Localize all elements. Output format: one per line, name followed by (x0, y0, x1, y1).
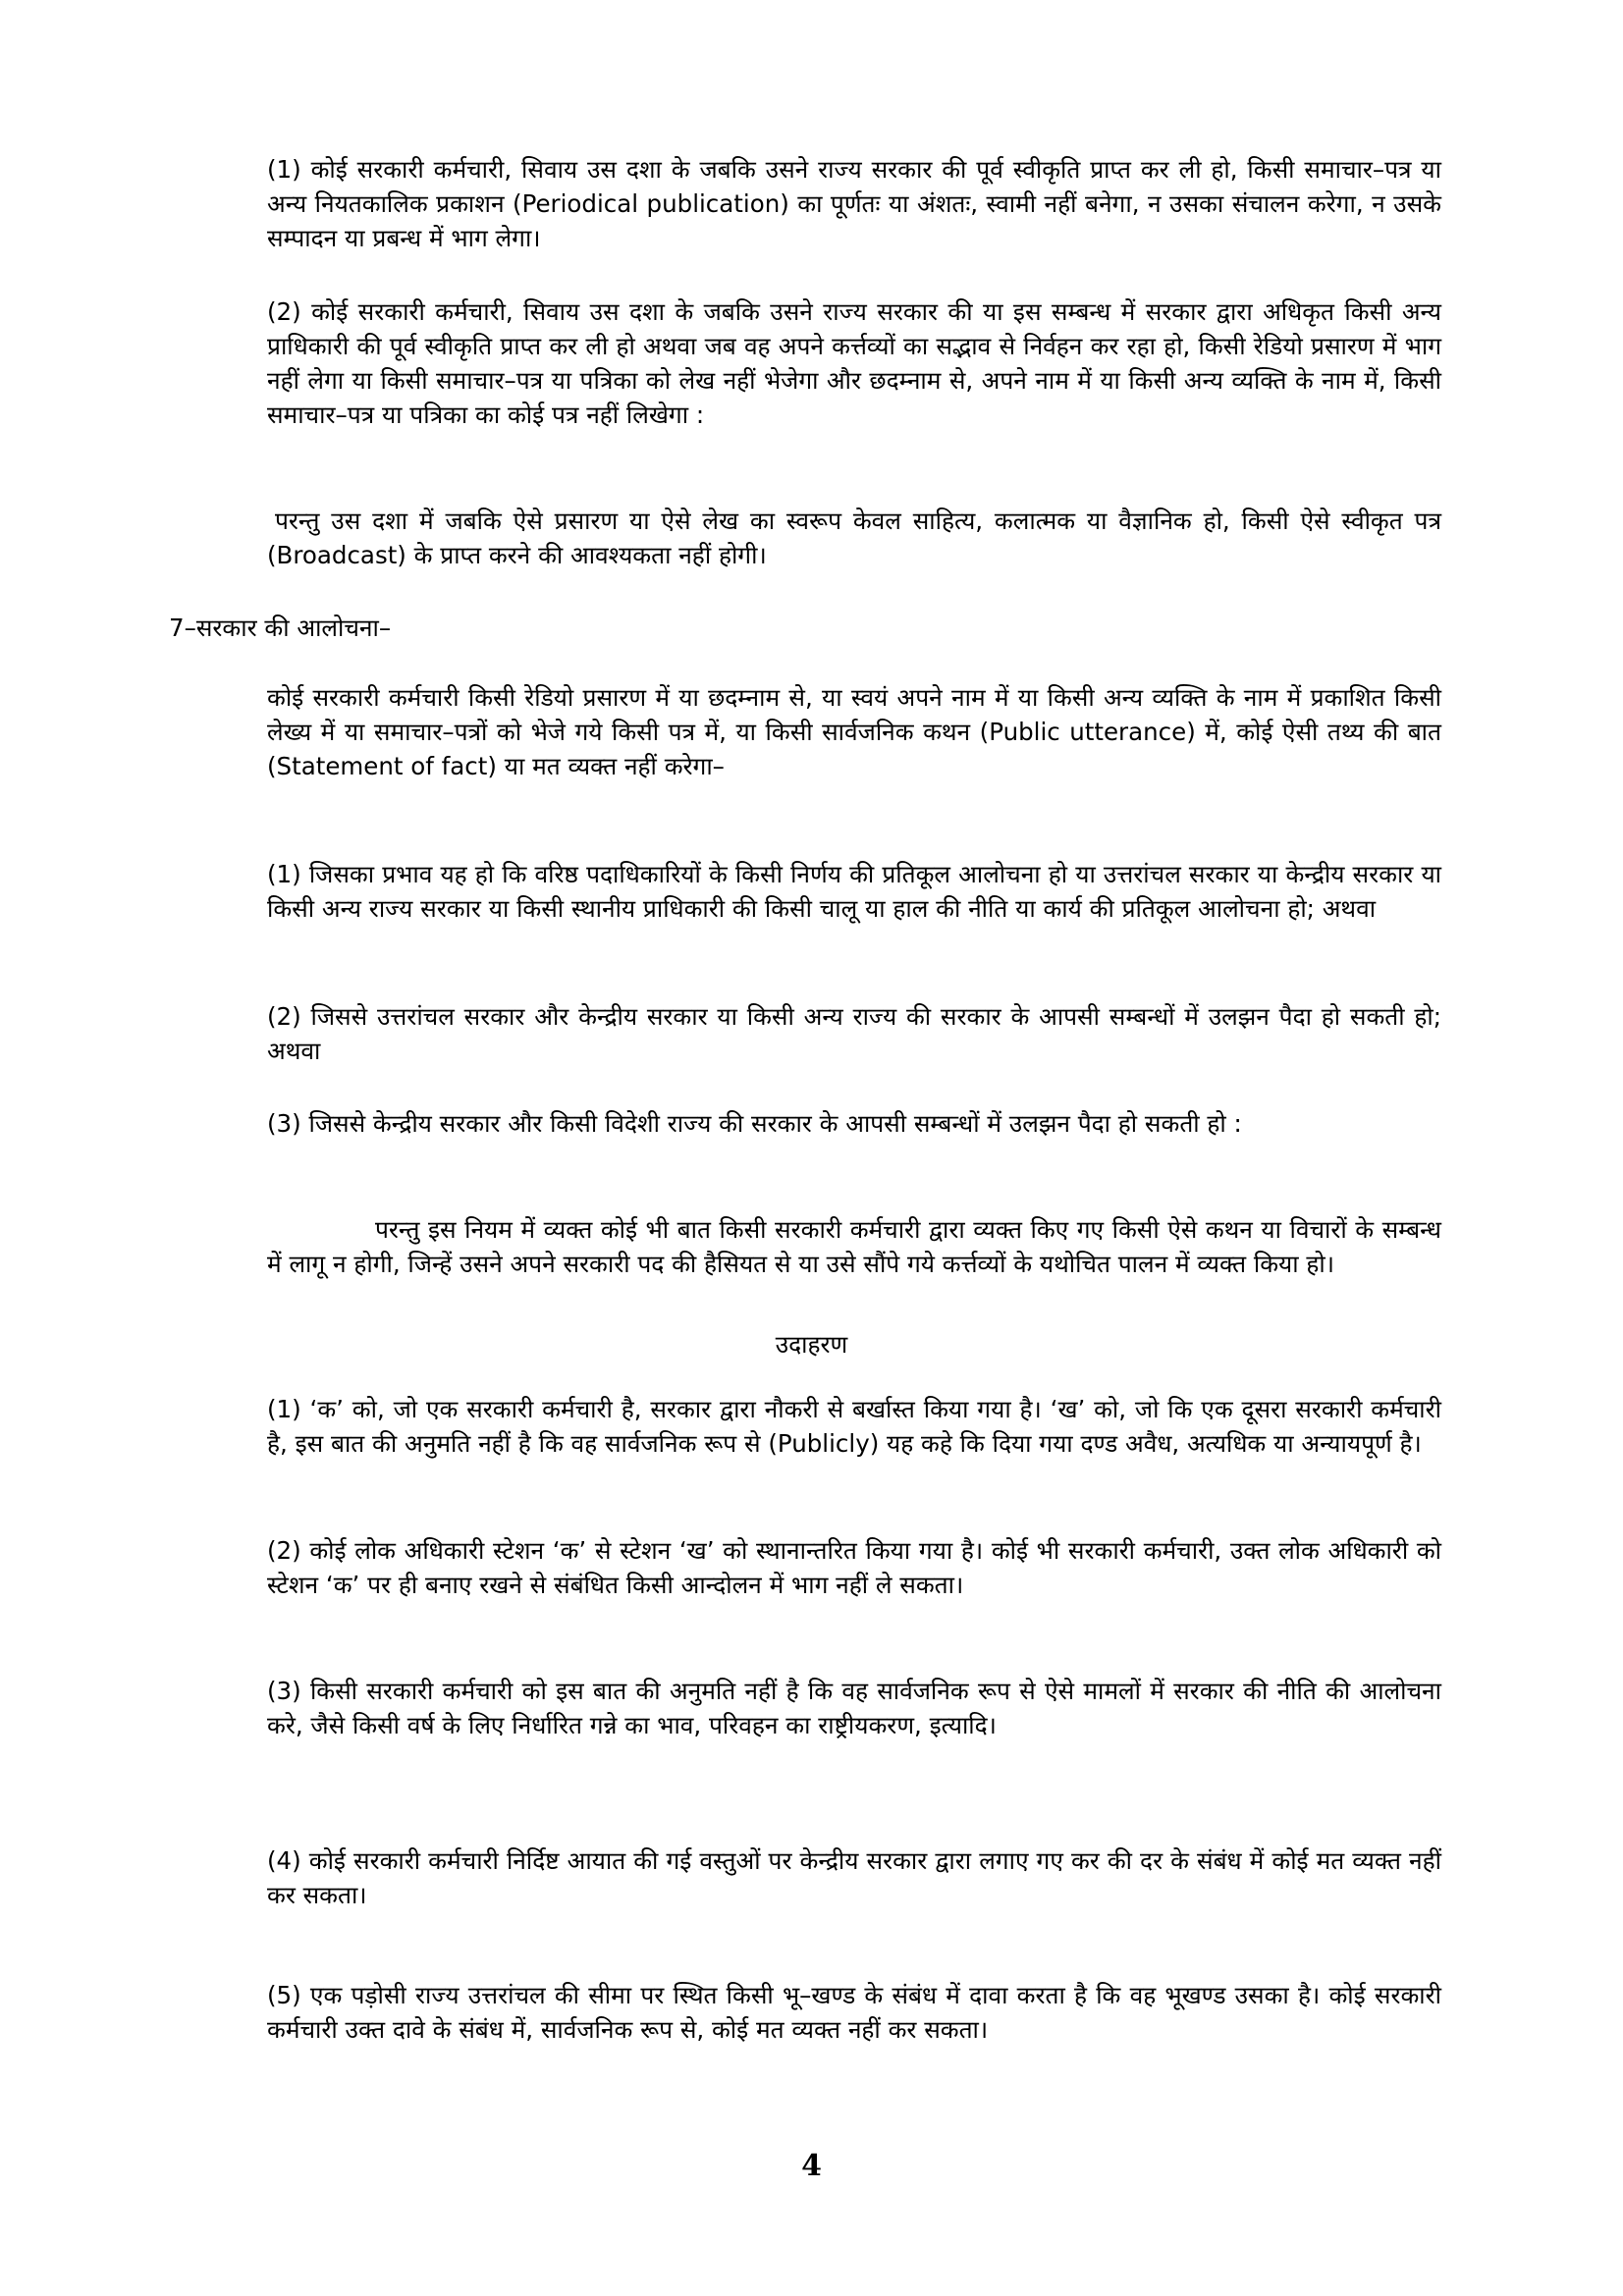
example-4: (4) कोई सरकारी कर्मचारी निर्दिष्ट आयात की गई वस्तुओं पर केन्द्रीय सरकार द्वारा लगाए गए कर की दर के संबंध में कोई मत व्यक्त नहीं कर सकता। (267, 1846, 1441, 1909)
rule-6-clause-2: (2) कोई सरकारी कर्मचारी, सिवाय उस दशा के जबकि उसने राज्य सरकार की या इस सम्बन्ध में सरकार द्वारा अधिकृत किसी अन्य प्राधिकारी की पूर्व स्वीकृति प्राप्त कर ली हो अथवा जब वह अपने कर्त्तव्यों का सद्भाव से निर्वहन कर रहा हो, किसी रेडियो प्रसारण में भाग नहीं लेगा या किसी समाचार–पत्र या पत्रिका को लेख नहीं भेजेगा और छदम्नाम से, अपने नाम में या किसी अन्य व्यक्ति के नाम में, किसी समाचार–पत्र या पत्रिका का कोई पत्र नहीं लिखेगा : (267, 297, 1441, 429)
rule-7-clause-1: (1) जिसका प्रभाव यह हो कि वरिष्ठ पदाधिकारियों के किसी निर्णय की प्रतिकूल आलोचना हो या उत्तरांचल सरकार या केन्द्रीय सरकार या किसी अन्य राज्य सरकार या किसी स्थानीय प्राधिकारी की किसी चालू या हाल की नीति या कार्य की प्रतिकूल आलोचना हो; अथवा (267, 860, 1441, 923)
example-1: (1) ‘क’ को, जो एक सरकारी कर्मचारी है, सरकार द्वारा नौकरी से बर्खास्त किया गया है। ‘ख’ को, जो कि एक दूसरा सरकारी कर्मचारी है, इस बात की अनुमति नहीं है कि वह सार्वजनिक रूप से (Publicly) यह कहे कि दिया गया दण्ड अवैध, अत्यधिक या अन्यायपूर्ण है। (267, 1395, 1441, 1458)
rule-7-proviso: परन्तु इस नियम में व्यक्त कोई भी बात किसी सरकारी कर्मचारी द्वारा व्यक्त किए गए किसी ऐसे कथन या विचारों के सम्बन्ध में लागू न होगी, जिन्हें उसने अपने सरकारी पद की हैसियत से या उसे सौंपे गये कर्त्तव्यों के यथोचित पालन में व्यक्त किया हो। (267, 1215, 1441, 1278)
rule-7-intro: कोई सरकारी कर्मचारी किसी रेडियो प्रसारण में या छदम्नाम से, या स्वयं अपने नाम में या किसी अन्य व्यक्ति के नाम में प्रकाशित किसी लेख्य में या समाचार–पत्रों को भेजे गये किसी पत्र में, या किसी सार्वजनिक कथन (Public utterance) में, कोई ऐसी तथ्य की बात (Statement of fact) या मत व्यक्त नहीं करेगा– (267, 683, 1441, 780)
section-heading-7: 7–सरकार की आलोचना– (169, 614, 392, 642)
example-2: (2) कोई लोक अधिकारी स्टेशन ‘क’ से स्टेशन ‘ख’ को स्थानान्तरित किया गया है। कोई भी सरकारी कर्मचारी, उक्त लोक अधिकारी को स्टेशन ‘क’ पर ही बनाए रखने से संबंधित किसी आन्दोलन में भाग नहीं ले सकता। (267, 1536, 1441, 1599)
page-number: 4 (801, 2149, 822, 2183)
example-3: (3) किसी सरकारी कर्मचारी को इस बात की अनुमति नहीं है कि वह सार्वजनिक रूप से ऐसे मामलों में सरकार की नीति की आलोचना करे, जैसे किसी वर्ष के लिए निर्धारित गन्ने का भाव, परिवहन का राष्ट्रीयकरण, इत्यादि। (267, 1677, 1441, 1739)
rule-7-clause-2: (2) जिससे उत्तरांचल सरकार और केन्द्रीय सरकार या किसी अन्य राज्य की सरकार के आपसी सम्बन्धों में उलझन पैदा हो सकती हो; अथवा (267, 1002, 1441, 1065)
example-5: (5) एक पड़ोसी राज्य उत्तरांचल की सीमा पर स्थित किसी भू–खण्ड के संबंध में दावा करता है कि वह भूखण्ड उसका है। कोई सरकारी कर्मचारी उक्त दावे के संबंध में, सार्वजनिक रूप से, कोई मत व्यक्त नहीं कर सकता। (267, 1981, 1441, 2044)
examples-heading: उदाहरण (775, 1330, 848, 1359)
rule-7-clause-3: (3) जिससे केन्द्रीय सरकार और किसी विदेशी राज्य की सरकार के आपसी सम्बन्धों में उलझन पैदा हो सकती हो : (267, 1109, 1242, 1138)
rule-6-clause-1: (1) कोई सरकारी कर्मचारी, सिवाय उस दशा के जबकि उसने राज्य सरकार की पूर्व स्वीकृति प्राप्त कर ली हो, किसी समाचार–पत्र या अन्य नियतकालिक प्रकाशन (Periodical publication) का पूर्णतः या अंशतः, स्वामी नहीं बनेगा, न उसका संचालन करेगा, न उसके सम्पादन या प्रबन्ध में भाग लेगा। (267, 155, 1441, 252)
rule-6-proviso: परन्तु उस दशा में जबकि ऐसे प्रसारण या ऐसे लेख का स्वरूप केवल साहित्य, कलात्मक या वैज्ञानिक हो, किसी ऐसे स्वीकृत पत्र (Broadcast) के प्राप्त करने की आवश्यकता नहीं होगी। (267, 507, 1441, 569)
